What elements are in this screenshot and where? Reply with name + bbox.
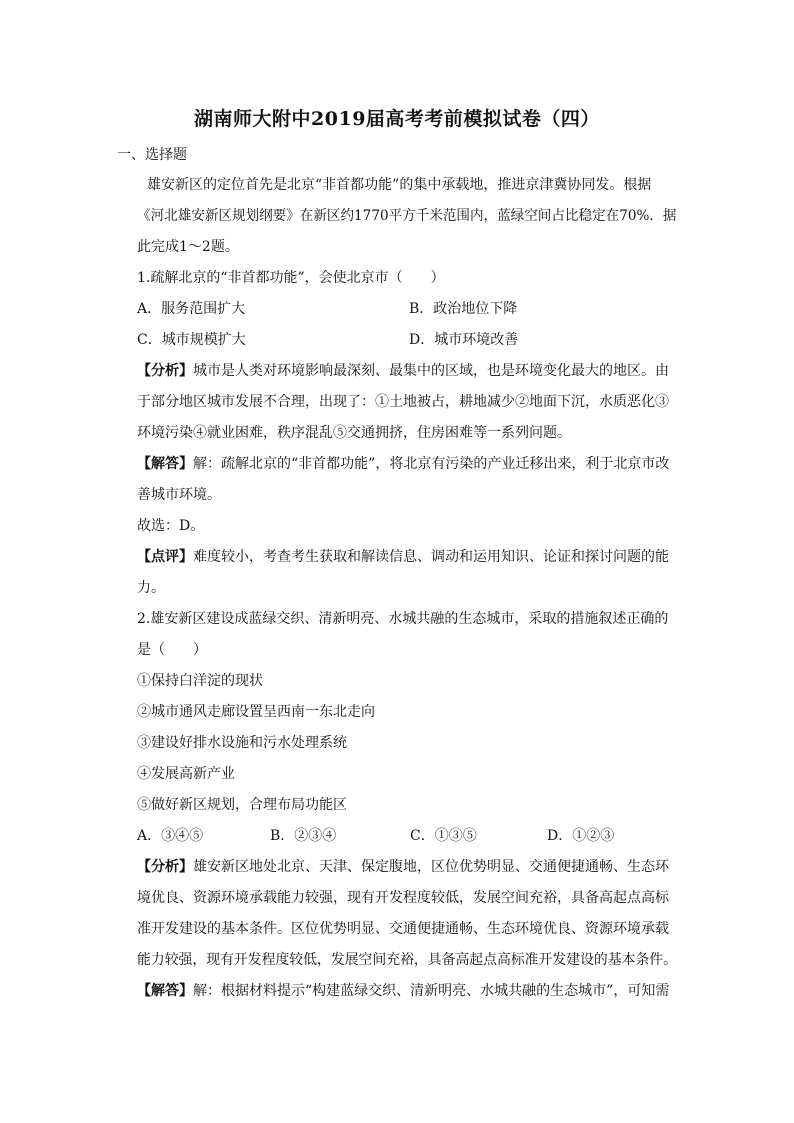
q2-item: ④发展高新产业 xyxy=(137,766,235,782)
analysis-tag: 【分析】 xyxy=(137,363,193,379)
q2-item: ③建设好排水设施和污水处理系统 xyxy=(137,735,347,751)
section-heading: 一、选择题 xyxy=(117,147,187,163)
intro-line: 此完成1～2题。 xyxy=(137,239,239,255)
q1-choice: 故选：D。 xyxy=(137,518,205,534)
q2-analysis-line: 能力较强，现有开发程度较低，发展空间充裕，具备高起点高标准开发建设的基本条件。 xyxy=(137,952,677,968)
q1-answer-line xyxy=(137,454,669,474)
question-2-stem: 是（ ） xyxy=(137,642,207,658)
answer-text: 解：疏解北京的“非首都功能”，将北京有污染的产业迁移出来，利于北京市改 xyxy=(193,456,670,472)
q1-comment-line xyxy=(137,547,669,567)
page-title: 湖南师大附中2019届高考考前模拟试卷（四） xyxy=(194,108,600,130)
q1-option-a: A．服务范围扩大 xyxy=(137,301,246,317)
comment-text: 难度较小，考查考生获取和解读信息、调动和运用知识、论证和探讨问题的能 xyxy=(193,549,669,565)
q1-answer-line: 善城市环境。 xyxy=(137,487,221,503)
q2-option-a: A．③④⑤ xyxy=(137,828,204,844)
q2-item: ②城市通风走廊设置呈西南一东北走向 xyxy=(137,704,375,720)
q2-analysis-line: 准开发建设的基本条件。区位优势明显、交通便捷通畅、生态环境优良、资源环境承载 xyxy=(137,921,669,937)
q2-item: ⑤做好新区规划，合理布局功能区 xyxy=(137,797,347,813)
q2-option-c: C．①③⑤ xyxy=(410,828,477,844)
answer-text: 解：根据材料提示“构建蓝绿交织、清新明亮、水城共融的生态城市”，可知需 xyxy=(193,983,670,999)
q1-analysis-line xyxy=(137,361,669,381)
q1-option-c: C．城市规模扩大 xyxy=(137,332,246,348)
q1-analysis-line: 于部分地区城市发展不合理，出现了：①土地被占，耕地减少②地面下沉，水质恶化③ xyxy=(137,394,669,410)
q2-analysis-line xyxy=(137,857,669,877)
question-1-stem: 1.疏解北京的“非首都功能”，会使北京市（ ） xyxy=(137,270,445,286)
q1-option-d: D．城市环境改善 xyxy=(409,332,519,348)
q2-option-d: D．①②③ xyxy=(547,828,615,844)
analysis-text: 雄安新区地处北京、天津、保定腹地，区位优势明显、交通便捷通畅、生态环 xyxy=(193,859,669,875)
q1-analysis-line: 环境污染④就业困难，秩序混乱⑤交通拥挤，住房困难等一系列问题。 xyxy=(137,425,571,441)
q2-item: ①保持白洋淀的现状 xyxy=(137,673,263,689)
q2-analysis-line: 境优良、资源环境承载能力较强，现有开发程度较低，发展空间充裕，具备高起点高标 xyxy=(137,890,669,906)
q2-option-b: B．②③④ xyxy=(270,828,337,844)
intro-line: 雄安新区的定位首先是北京“非首都功能”的集中承载地，推进京津冀协同发。根据 xyxy=(147,177,652,193)
q2-answer-line xyxy=(137,981,669,1001)
q1-comment-line: 力。 xyxy=(137,580,165,596)
analysis-text: 城市是人类对环境影响最深刻、最集中的区域，也是环境变化最大的地区。由 xyxy=(193,363,669,379)
comment-tag: 【点评】 xyxy=(137,549,193,565)
answer-tag: 【解答】 xyxy=(137,456,193,472)
question-2-stem: 2.雄安新区建设成蓝绿交织、清新明亮、水城共融的生态城市，采取的措施叙述正确的 xyxy=(137,611,669,627)
analysis-tag: 【分析】 xyxy=(137,859,193,875)
answer-tag: 【解答】 xyxy=(137,983,193,999)
intro-line: 《河北雄安新区规划纲要》在新区约1770平方千米范围内，蓝绿空间占比稳定在70%．据 xyxy=(137,208,677,224)
q1-option-b: B．政治地位下降 xyxy=(409,301,518,317)
